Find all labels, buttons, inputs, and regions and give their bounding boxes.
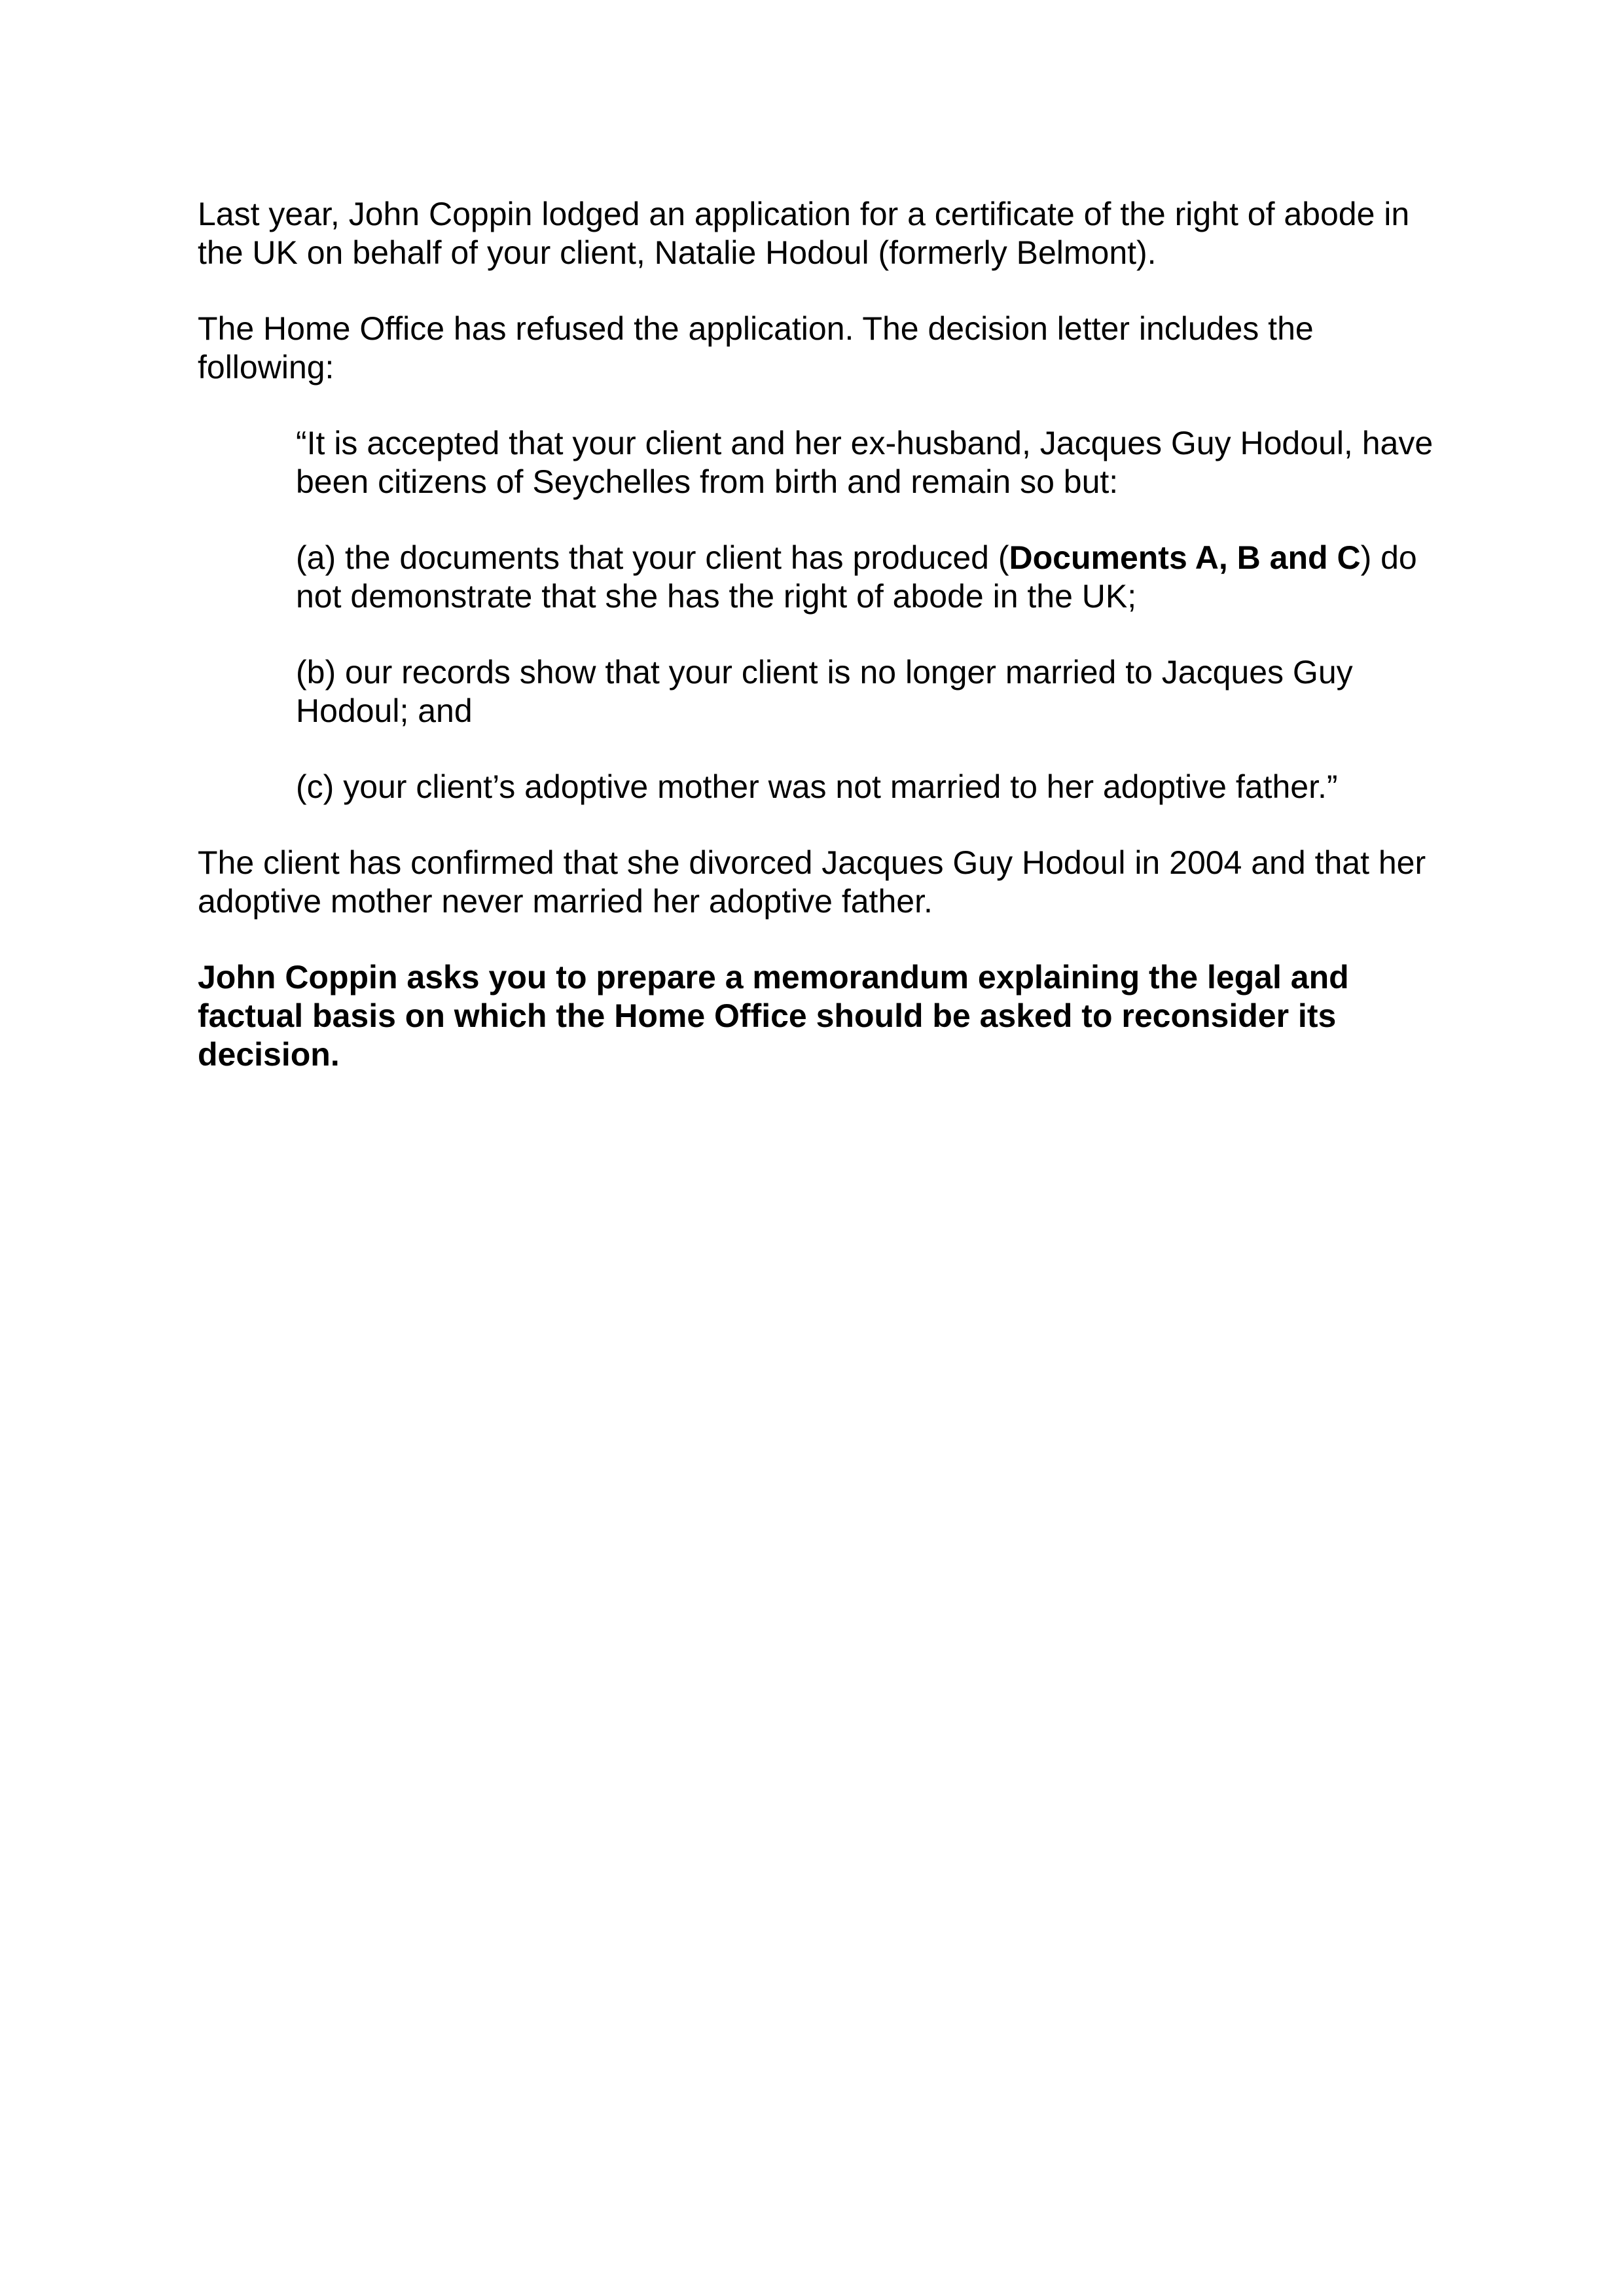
document-page xyxy=(198,195,1445,1111)
instruction-paragraph: John Coppin asks you to prepare a memorandum explaining the legal and factual basis on which the Home Office should be asked to reconsider its decision. xyxy=(198,959,1349,1073)
refusal-paragraph: The Home Office has refused the application. The decision letter includes the following: xyxy=(198,310,1314,386)
quote-point-a xyxy=(296,539,1445,616)
point-a-text-after: ) do not demonstrate that she has the right of abode in the UK; xyxy=(296,539,1417,615)
quote-opening: “It is accepted that your client and her ex-husband, Jacques Guy Hodoul, have been citizens of Seychelles from birth and remain so but: xyxy=(296,425,1434,500)
intro-paragraph: Last year, John Coppin lodged an application for a certificate of the right of abode in the UK on behalf of your client, Natalie Hodoul (formerly Belmont). xyxy=(198,196,1410,271)
decision-letter-quote xyxy=(296,424,1445,806)
quote-point-c: (c) your client’s adoptive mother was not married to her adoptive father.” xyxy=(296,768,1338,805)
point-a-documents-reference: Documents A, B and C xyxy=(1009,539,1361,576)
confirmation-paragraph: The client has confirmed that she divorced Jacques Guy Hodoul in 2004 and that her adoptive mother never married her adoptive father. xyxy=(198,844,1426,920)
point-a-text-before: (a) the documents that your client has produced ( xyxy=(296,539,1009,576)
quote-point-b: (b) our records show that your client is no longer married to Jacques Guy Hodoul; and xyxy=(296,654,1353,729)
